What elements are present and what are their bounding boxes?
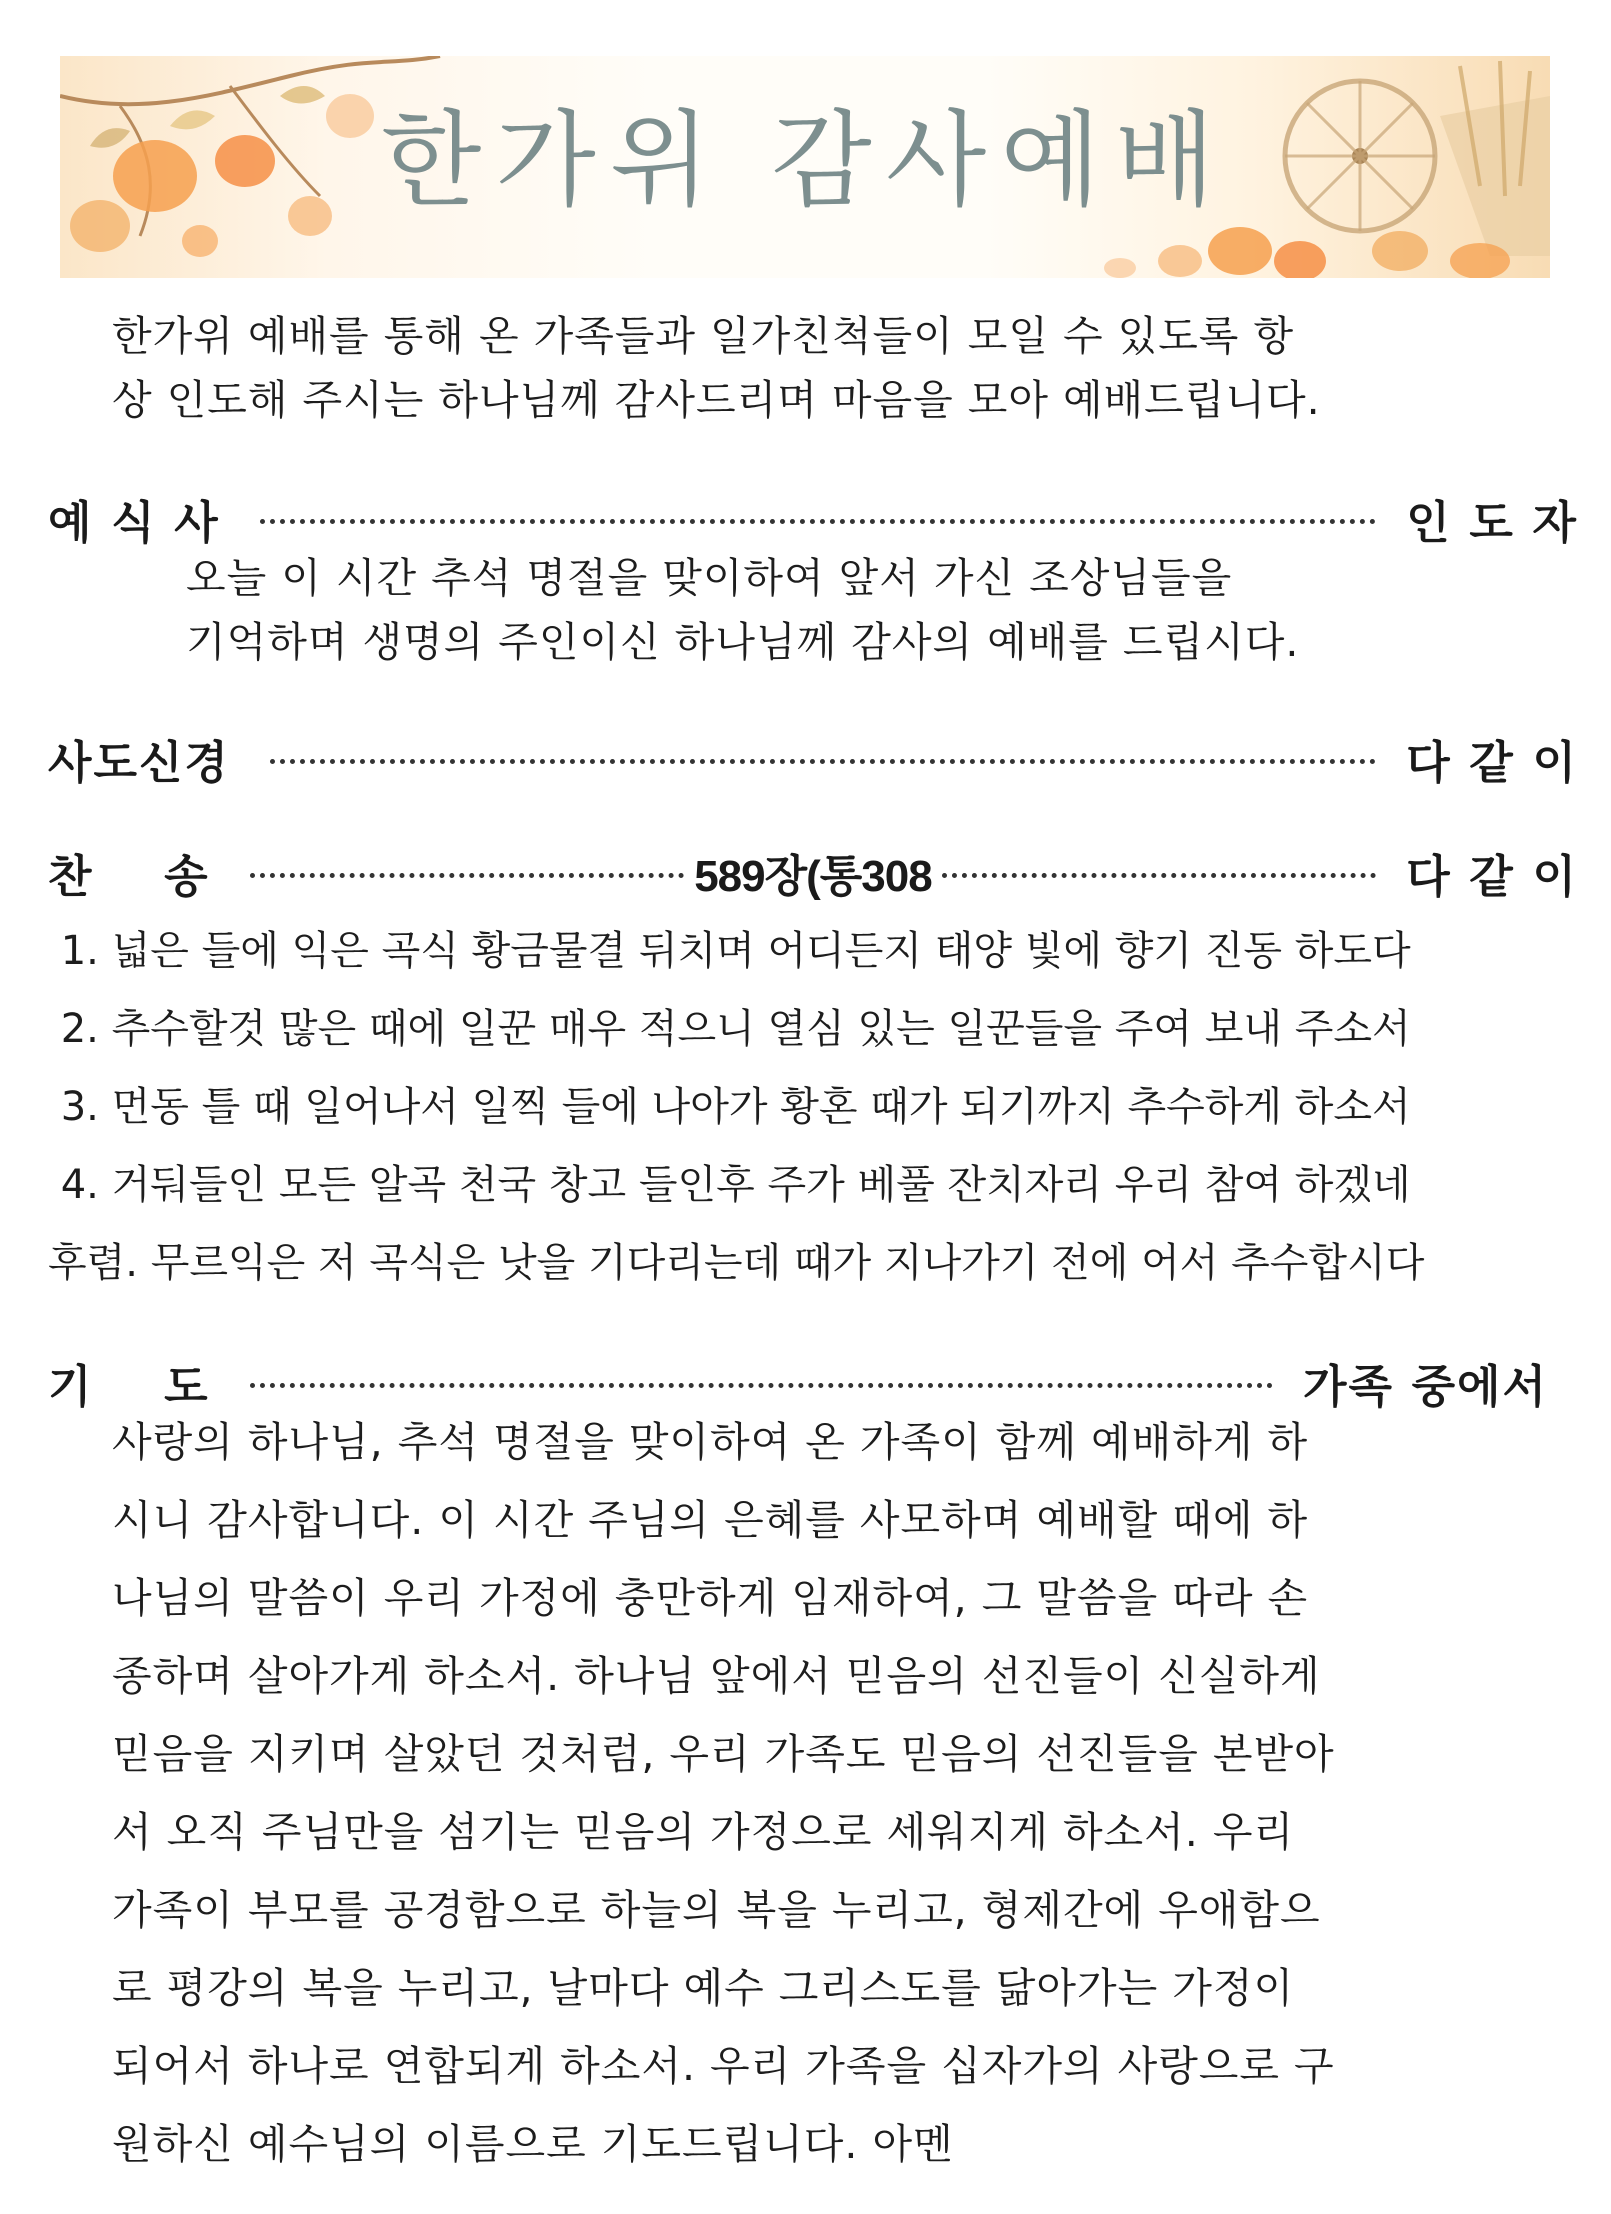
section-label: 사도신경 [48, 735, 230, 789]
prayer-line: 로 평강의 복을 누리고, 날마다 예수 그리스도를 닮아가는 가정이 [112, 1964, 1295, 2012]
hymn-verse: 1. 넓은 들에 익은 곡식 황금물결 뒤치며 어디든지 태양 빛에 향기 진동 하도다 [48, 928, 1411, 974]
intro-line: 한가위 예배를 통해 온 가족들과 일가친척들이 모일 수 있도록 항 [112, 312, 1295, 360]
section-heading-hymn [48, 842, 1578, 902]
hymn-verse: 3. 먼동 틀 때 일어나서 일찍 들에 나아가 황혼 때가 되기까지 추수하게 하소서 [48, 1084, 1411, 1130]
section-leader: 인 도 자 [1406, 495, 1578, 549]
hymn-verse: 4. 거둬들인 모든 알곡 천국 창고 들인후 주가 베풀 잔치자리 우리 참여 하겠네 [48, 1162, 1411, 1208]
hymn-number: 589장(통308 [694, 852, 932, 901]
prayer-line: 종하며 살아가게 하소서. 하나님 앞에서 믿음의 선진들이 신실하게 [112, 1652, 1321, 1700]
section-leader: 가족 중에서 [1302, 1359, 1548, 1413]
prayer-line: 나님의 말씀이 우리 가정에 충만하게 임재하여, 그 말씀을 따라 손 [112, 1574, 1309, 1622]
section-leader: 다 같 이 [1406, 735, 1578, 789]
section-label: 예 식 사 [48, 495, 220, 549]
prayer-line: 서 오직 주님만을 섬기는 믿음의 가정으로 세워지게 하소서. 우리 [112, 1808, 1295, 1856]
prayer-line: 원하신 예수님의 이름으로 기도드립니다. 아멘 [112, 2120, 954, 2168]
leader-dots [260, 519, 1377, 524]
prayer-line: 믿음을 지키며 살았던 것처럼, 우리 가족도 믿음의 선진들을 본받아 [112, 1730, 1335, 1778]
section-label: 기 도 [48, 1359, 210, 1413]
prayer-line: 가족이 부모를 공경함으로 하늘의 복을 누리고, 형제간에 우애함으 [112, 1886, 1321, 1934]
prayer-line: 사랑의 하나님, 추석 명절을 맞이하여 온 가족이 함께 예배하게 하 [112, 1418, 1309, 1466]
hymn-refrain: 후렴. 무르익은 저 곡식은 낫을 기다리는데 때가 지나가기 전에 어서 추수합시다 [48, 1240, 1425, 1286]
section-heading-creed [48, 728, 1578, 788]
opening-line: 오늘 이 시간 추석 명절을 맞이하여 앞서 가신 조상님들을 [186, 554, 1233, 602]
opening-line: 기억하며 생명의 주인이신 하나님께 감사의 예배를 드립시다. [186, 618, 1300, 666]
prayer-line: 시니 감사합니다. 이 시간 주님의 은혜를 사모하며 예배할 때에 하 [112, 1496, 1309, 1544]
prayer-line: 되어서 하나로 연합되게 하소서. 우리 가족을 십자가의 사랑으로 구 [112, 2042, 1335, 2090]
leader-dots [942, 873, 1377, 878]
leader-dots [250, 1383, 1273, 1388]
intro-line: 상 인도해 주시는 하나님께 감사드리며 마음을 모아 예배드립니다. [112, 376, 1321, 424]
leader-dots [270, 759, 1376, 764]
title-banner [60, 56, 1550, 278]
section-heading-opening [48, 488, 1578, 548]
leader-dots [250, 873, 685, 878]
section-heading-prayer [48, 1352, 1548, 1412]
section-label: 찬 송 [48, 849, 210, 903]
page-title: 한가위 감사예배 [380, 99, 1230, 221]
section-leader: 다 같 이 [1406, 849, 1578, 903]
hymn-verse: 2. 추수할것 많은 때에 일꾼 매우 적으니 열심 있는 일꾼들을 주여 보내 주소서 [48, 1006, 1411, 1052]
